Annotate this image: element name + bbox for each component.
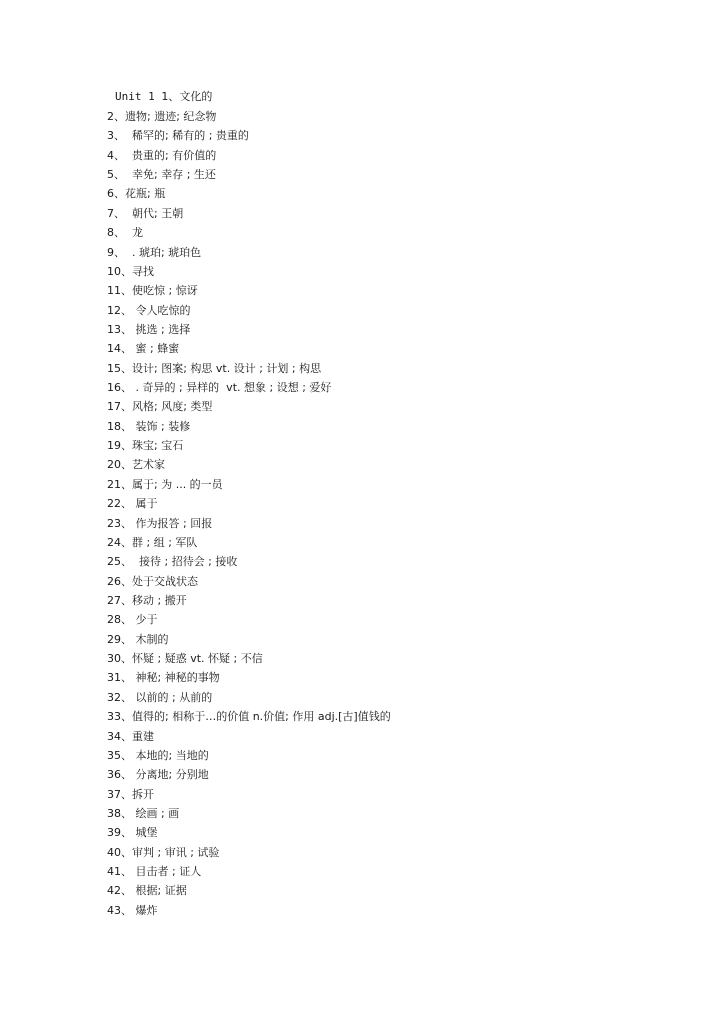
vocabulary-entry: 37、拆开 bbox=[107, 787, 154, 801]
vocabulary-entry: 23、 作为报答 ; 回报 bbox=[107, 516, 213, 530]
vocabulary-entry: 17、风格; 风度; 类型 bbox=[107, 400, 213, 414]
vocabulary-entry: 34、重建 bbox=[107, 729, 154, 743]
vocabulary-entry: 18、 装饰 ; 装修 bbox=[107, 419, 191, 433]
vocabulary-entry: 42、 根据; 证据 bbox=[107, 884, 187, 898]
vocabulary-entry: 26、处于交战状态 bbox=[107, 574, 198, 588]
vocabulary-entry: 38、 绘画 ; 画 bbox=[107, 806, 180, 820]
vocabulary-entry: 5、 幸免; 幸存 ; 生还 bbox=[107, 168, 216, 182]
vocabulary-entry: 36、 分离地; 分别地 bbox=[107, 768, 209, 782]
vocabulary-entry: 24、群 ; 组 ; 军队 bbox=[107, 535, 198, 549]
vocabulary-entry: 22、 属于 bbox=[107, 497, 158, 511]
vocabulary-entry: 2、遗物; 遗迹; 纪念物 bbox=[107, 110, 217, 123]
vocabulary-entry: 3、 稀罕的; 稀有的 ; 贵重的 bbox=[107, 129, 249, 143]
entry-1: 1、文化的 bbox=[161, 90, 213, 103]
vocabulary-entry: 33、值得的; 相称于…的价值 n.价值; 作用 adj.[古]值钱的 bbox=[107, 710, 391, 724]
vocabulary-entry: 20、艺术家 bbox=[107, 458, 165, 472]
vocabulary-entry: 11、使吃惊 ; 惊讶 bbox=[107, 284, 198, 298]
vocabulary-entry: 14、 蜜 ; 蜂蜜 bbox=[107, 342, 180, 356]
vocabulary-entry: 21、属于; 为 ... 的一员 bbox=[107, 477, 223, 491]
vocabulary-entry: 35、 本地的; 当地的 bbox=[107, 748, 209, 762]
vocabulary-entry: 16、 . 奇异的 ; 异样的 vt. 想象 ; 设想 ; 爱好 bbox=[107, 381, 332, 395]
vocabulary-entry: 40、审判 ; 审讯 ; 试验 bbox=[107, 845, 220, 859]
vocabulary-entry: 19、珠宝; 宝石 bbox=[107, 439, 184, 453]
vocabulary-entry: 27、移动 ; 搬开 bbox=[107, 593, 187, 607]
vocabulary-entry: 15、设计; 图案; 构思 vt. 设计 ; 计划 ; 构思 bbox=[107, 361, 322, 375]
vocabulary-entry: 10、寻找 bbox=[107, 264, 154, 278]
vocabulary-entry: 25、 接待 ; 招待会 ; 接收 bbox=[107, 555, 238, 569]
unit-title: Unit 1 bbox=[115, 90, 162, 103]
unit-title-line bbox=[115, 88, 212, 106]
vocabulary-entry: 31、 神秘; 神秘的事物 bbox=[107, 671, 220, 685]
vocabulary-entry: 32、 以前的 ; 从前的 bbox=[107, 690, 213, 704]
vocabulary-entry: 7、 朝代; 王朝 bbox=[107, 206, 184, 220]
vocabulary-entry: 28、 少于 bbox=[107, 613, 158, 627]
vocabulary-entry: 6、花瓶; 瓶 bbox=[107, 187, 166, 201]
vocabulary-entry: 8、 龙 bbox=[107, 226, 143, 240]
vocabulary-entry: 9、 . 琥珀; 琥珀色 bbox=[107, 245, 202, 259]
vocabulary-entry: 12、 令人吃惊的 bbox=[107, 303, 191, 317]
vocabulary-entry: 43、 爆炸 bbox=[107, 903, 158, 917]
vocabulary-entry: 4、 贵重的; 有价值的 bbox=[107, 148, 217, 162]
vocabulary-entry: 41、 目击者 ; 证人 bbox=[107, 865, 202, 879]
vocabulary-list bbox=[107, 107, 391, 920]
vocabulary-entry: 39、 城堡 bbox=[107, 826, 158, 840]
vocabulary-entry: 30、怀疑 ; 疑惑 vt. 怀疑 ; 不信 bbox=[107, 652, 263, 666]
vocabulary-entry: 29、 木制的 bbox=[107, 632, 169, 646]
vocabulary-entry: 13、 挑选 ; 选择 bbox=[107, 322, 191, 336]
